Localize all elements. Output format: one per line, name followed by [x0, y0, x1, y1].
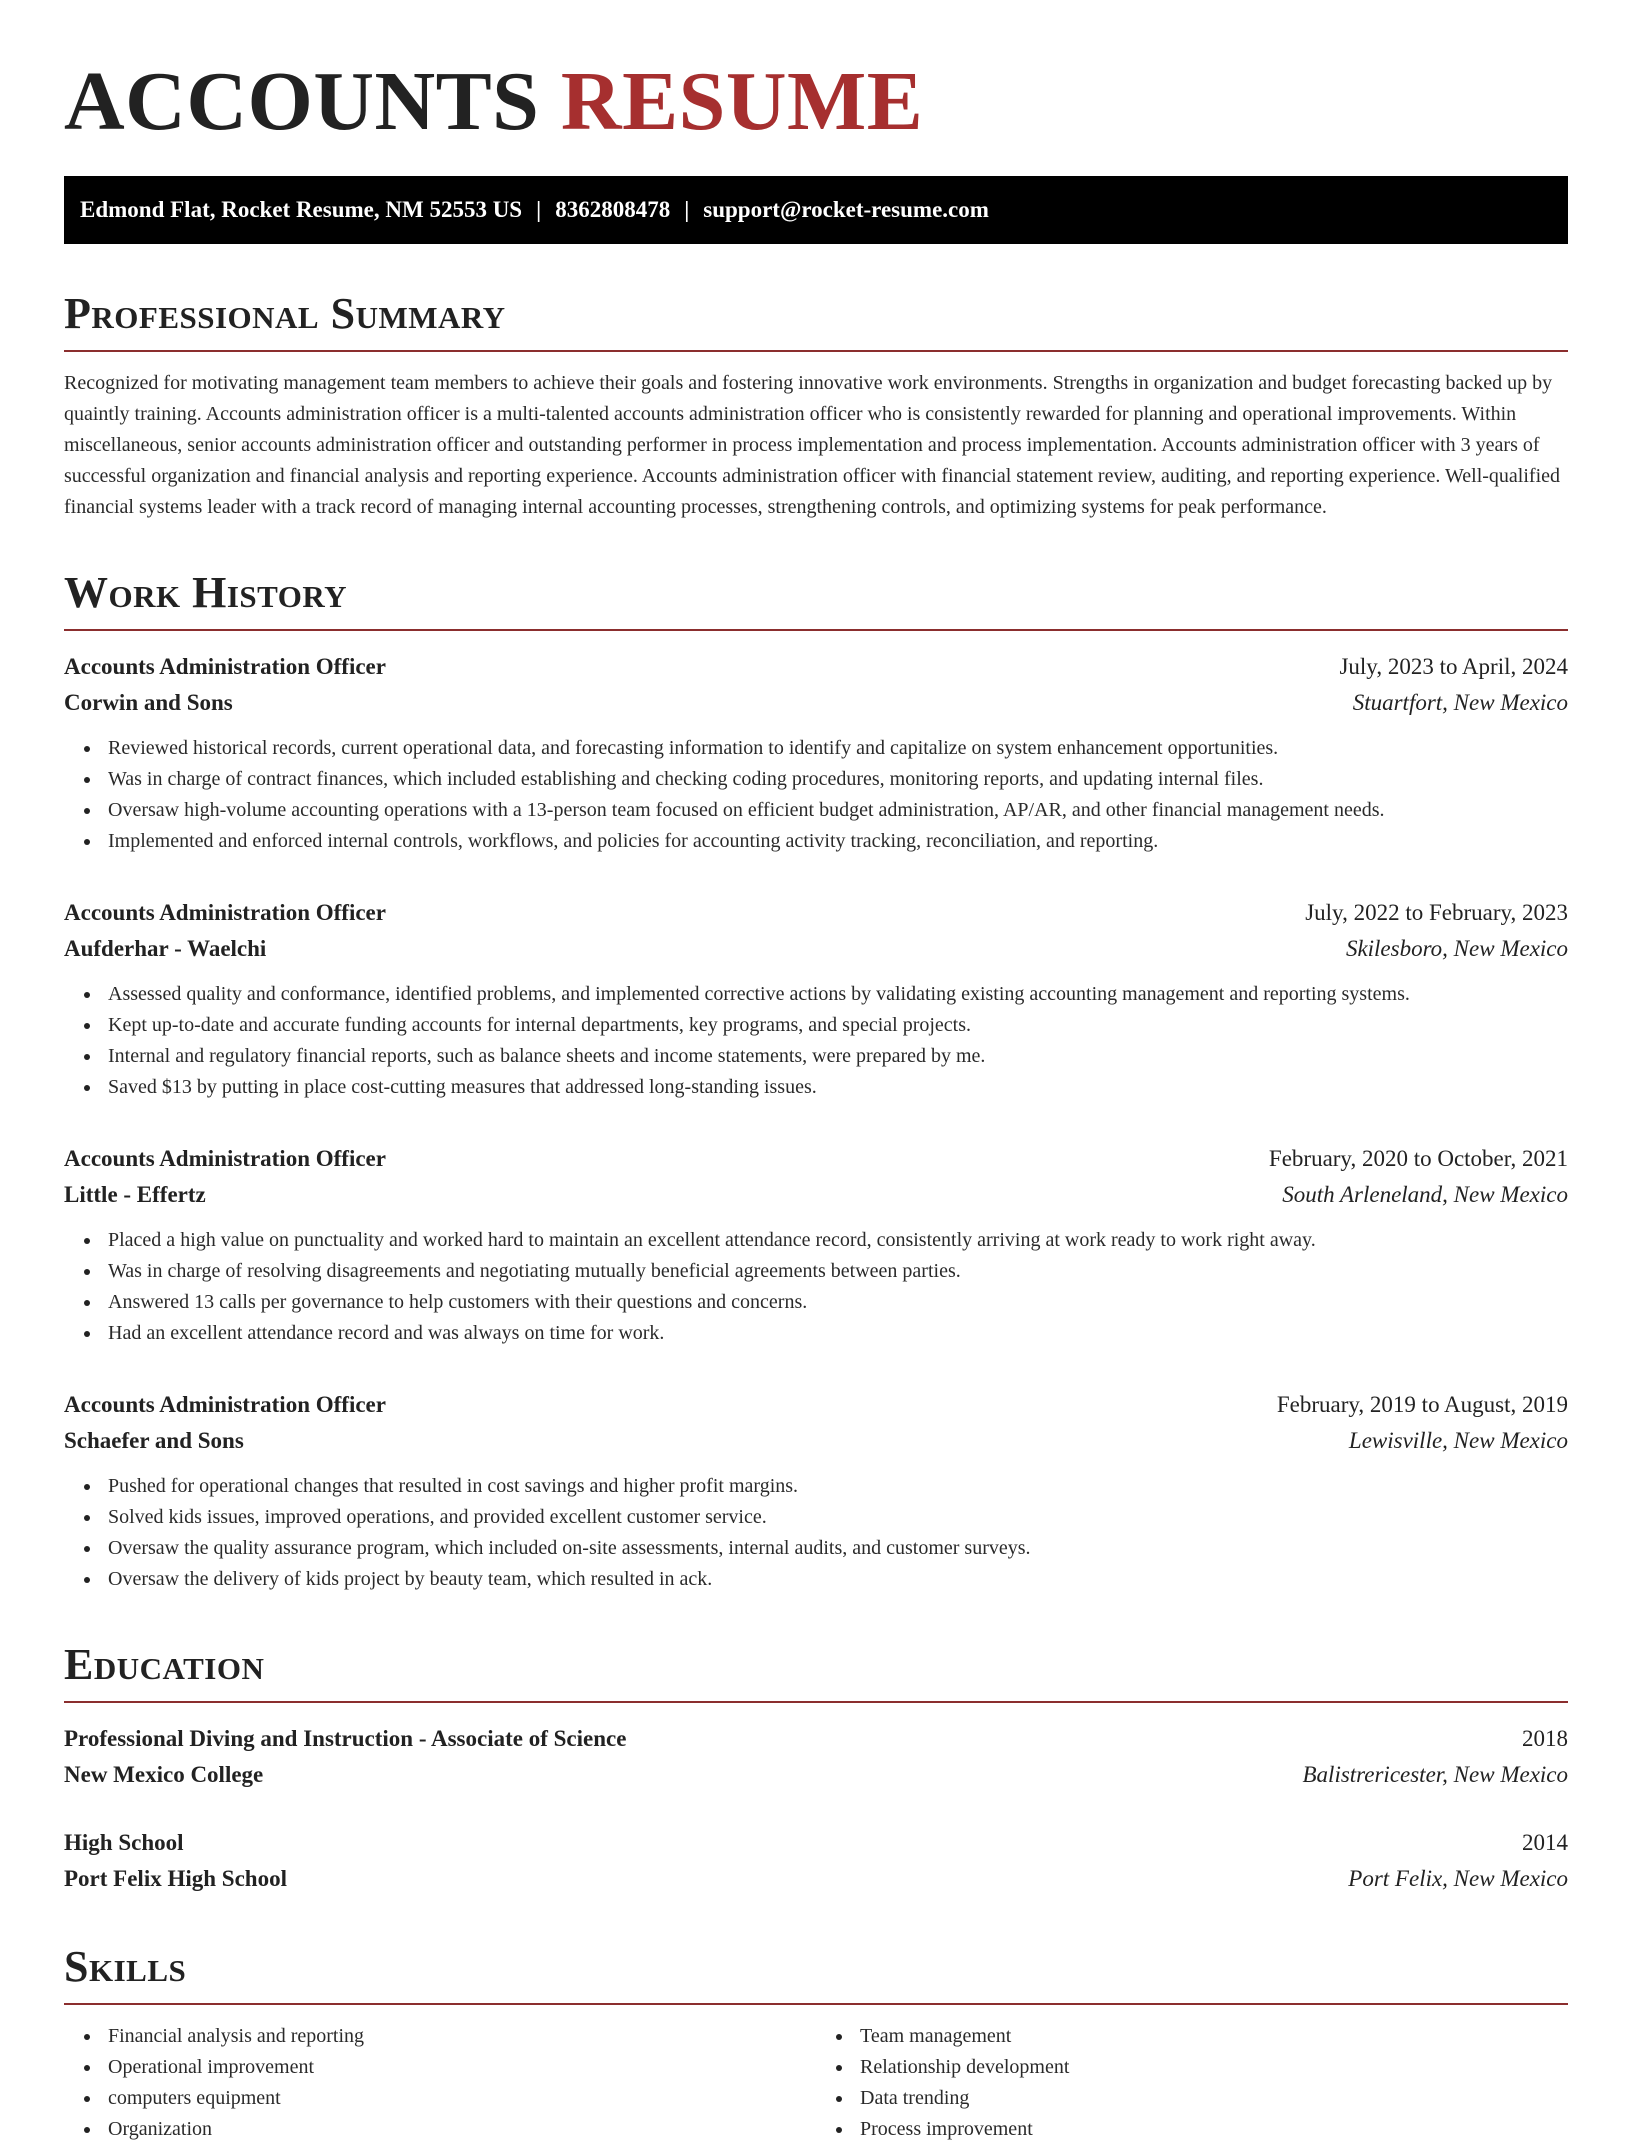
- job-entry: [64, 1141, 1568, 1349]
- education-degree-row: [64, 1825, 1568, 1861]
- education-school: Port Felix High School: [64, 1866, 287, 1891]
- job-dates: July, 2023 to April, 2024: [1339, 654, 1568, 679]
- job-bullet: Kept up-to-date and accurate funding accounts for internal departments, key programs, and special projects.: [84, 1010, 1568, 1041]
- education-degree-row: [64, 1721, 1568, 1757]
- job-company-row: [64, 1177, 1568, 1213]
- job-bullet: Reviewed historical records, current operational data, and forecasting information to identify and capitalize on system enhancement opportunities.: [84, 733, 1568, 764]
- job-bullet: Answered 13 calls per governance to help customers with their questions and concerns.: [84, 1287, 1568, 1318]
- job-title: Accounts Administration Officer: [64, 900, 386, 925]
- job-header-row: [64, 895, 1568, 931]
- job-bullets: [64, 979, 1568, 1103]
- contact-bar: [64, 176, 1568, 244]
- job-company: Corwin and Sons: [64, 690, 233, 715]
- job-company: Aufderhar - Waelchi: [64, 936, 267, 961]
- education-degree: High School: [64, 1830, 184, 1855]
- section-title-skills: Skills: [64, 1941, 1568, 2005]
- contact-address: Edmond Flat, Rocket Resume, NM 52553 US: [80, 197, 523, 222]
- job-dates: July, 2022 to February, 2023: [1305, 900, 1568, 925]
- job-bullets: [64, 1471, 1568, 1595]
- job-company-row: [64, 685, 1568, 721]
- job-bullet: Implemented and enforced internal controls, workflows, and policies for accounting activity tracking, reconciliation, and reporting.: [84, 826, 1568, 857]
- skills-column-right: [816, 2021, 1568, 2145]
- contact-separator: |: [536, 197, 542, 222]
- job-bullet: Oversaw the delivery of kids project by beauty team, which resulted in ack.: [84, 1564, 1568, 1595]
- job-bullet: Was in charge of contract finances, which included establishing and checking coding procedures, monitoring reports, and updating internal files.: [84, 764, 1568, 795]
- job-header-row: [64, 1141, 1568, 1177]
- job-bullet: Pushed for operational changes that resulted in cost savings and higher profit margins.: [84, 1471, 1568, 1502]
- skill-item: Operational improvement: [84, 2052, 816, 2083]
- job-entry: [64, 895, 1568, 1103]
- education-location: Balistrericester, New Mexico: [1302, 1762, 1568, 1787]
- work-history-list: [64, 649, 1568, 1595]
- job-bullet: Placed a high value on punctuality and worked hard to maintain an excellent attendance record, consistently arriving at work ready to work right away.: [84, 1225, 1568, 1256]
- skill-item: computers equipment: [84, 2083, 816, 2114]
- title-main: ACCOUNTS: [64, 55, 540, 148]
- job-company-row: [64, 931, 1568, 967]
- education-entry: [64, 1721, 1568, 1793]
- job-company-row: [64, 1423, 1568, 1459]
- education-school-row: [64, 1757, 1568, 1793]
- skills-column-left: [64, 2021, 816, 2145]
- summary-text: Recognized for motivating management team members to achieve their goals and fostering innovative work environments. Strengths in organization and budget forecasting backed up by quaintly training. Accounts administration officer is a multi-talented accounts administration officer who is consistently rewarded for planning and operational improvements. Within miscellaneous, senior accounts administration officer and outstanding performer in process implementation and process implementation. Accounts administration officer with 3 years of successful organization and financial analysis and reporting experience. Accounts administration officer with financial statement review, auditing, and reporting experience. Well-qualified financial systems leader with a track record of managing internal accounting processes, strengthening controls, and optimizing systems for peak performance.: [64, 372, 1561, 518]
- job-location: South Arleneland, New Mexico: [1282, 1182, 1568, 1207]
- education-year: 2018: [1522, 1726, 1568, 1751]
- contact-separator: |: [684, 197, 690, 222]
- job-company: Little - Effertz: [64, 1182, 206, 1207]
- job-header-row: [64, 649, 1568, 685]
- job-bullets: [64, 733, 1568, 857]
- skill-item: Process improvement: [836, 2114, 1568, 2145]
- education-degree: Professional Diving and Instruction - Associate of Science: [64, 1726, 627, 1751]
- title-accent: RESUME: [560, 55, 924, 148]
- section-title-work: Work History: [64, 567, 1568, 631]
- job-bullet: Had an excellent attendance record and was always on time for work.: [84, 1318, 1568, 1349]
- resume-title: [64, 56, 1568, 176]
- job-location: Lewisville, New Mexico: [1348, 1428, 1568, 1453]
- job-bullet: Was in charge of resolving disagreements and negotiating mutually beneficial agreements between parties.: [84, 1256, 1568, 1287]
- job-bullets: [64, 1225, 1568, 1349]
- contact-phone: 8362808478: [555, 197, 671, 222]
- job-company: Schaefer and Sons: [64, 1428, 244, 1453]
- skills-grid: [64, 2021, 1568, 2145]
- contact-email: support@rocket-resume.com: [703, 197, 989, 222]
- job-bullet: Oversaw high-volume accounting operations with a 13-person team focused on efficient budget administration, AP/AR, and other financial management needs.: [84, 795, 1568, 826]
- job-title: Accounts Administration Officer: [64, 1146, 386, 1171]
- job-entry: [64, 649, 1568, 857]
- skill-item: Team management: [836, 2021, 1568, 2052]
- skill-item: Organization: [84, 2114, 816, 2145]
- job-location: Stuartfort, New Mexico: [1352, 690, 1568, 715]
- job-dates: February, 2019 to August, 2019: [1276, 1392, 1568, 1417]
- skill-item: Financial analysis and reporting: [84, 2021, 816, 2052]
- skill-item: Data trending: [836, 2083, 1568, 2114]
- education-location: Port Felix, New Mexico: [1348, 1866, 1568, 1891]
- job-title: Accounts Administration Officer: [64, 654, 386, 679]
- job-bullet: Assessed quality and conformance, identified problems, and implemented corrective actions by validating existing accounting management and reporting systems.: [84, 979, 1568, 1010]
- job-entry: [64, 1387, 1568, 1595]
- job-header-row: [64, 1387, 1568, 1423]
- education-entry: [64, 1825, 1568, 1897]
- education-year: 2014: [1522, 1830, 1568, 1855]
- section-title-summary: Professional Summary: [64, 288, 1568, 352]
- job-bullet: Saved $13 by putting in place cost-cutting measures that addressed long-standing issues.: [84, 1072, 1568, 1103]
- job-title: Accounts Administration Officer: [64, 1392, 386, 1417]
- skill-item: Relationship development: [836, 2052, 1568, 2083]
- education-school: New Mexico College: [64, 1762, 264, 1787]
- job-bullet: Solved kids issues, improved operations, and provided excellent customer service.: [84, 1502, 1568, 1533]
- section-title-education: Education: [64, 1639, 1568, 1703]
- job-dates: February, 2020 to October, 2021: [1268, 1146, 1568, 1171]
- education-school-row: [64, 1861, 1568, 1897]
- job-location: Skilesboro, New Mexico: [1345, 936, 1568, 961]
- job-bullet: Oversaw the quality assurance program, which included on-site assessments, internal audits, and customer surveys.: [84, 1533, 1568, 1564]
- education-list: [64, 1721, 1568, 1897]
- job-bullet: Internal and regulatory financial reports, such as balance sheets and income statements, were prepared by me.: [84, 1041, 1568, 1072]
